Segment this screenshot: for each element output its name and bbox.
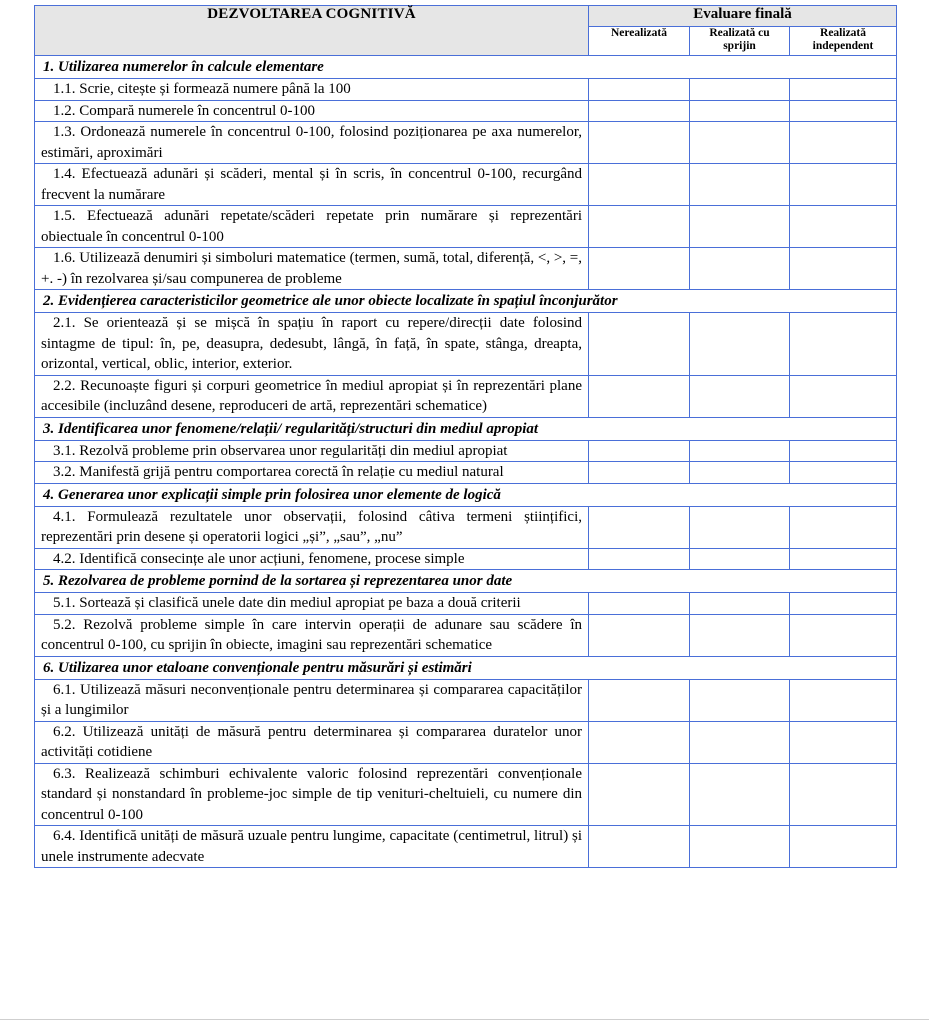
mark-cell-realizata-independent[interactable] (790, 79, 897, 101)
mark-cell-nerealizata[interactable] (589, 122, 690, 164)
mark-cell-realizata-cu-sprijin[interactable] (690, 122, 790, 164)
section-row (35, 417, 897, 440)
mark-cell-nerealizata[interactable] (589, 462, 690, 484)
mark-cell-realizata-independent[interactable] (790, 248, 897, 290)
mark-cell-nerealizata[interactable] (589, 679, 690, 721)
mark-cell-realizata-independent[interactable] (790, 548, 897, 570)
cognitive-evaluation-table (34, 5, 897, 868)
section-row (35, 656, 897, 679)
competency-text: 5.1. Sortează și clasifică unele date din mediul apropiat pe baza a două criterii (35, 593, 589, 615)
mark-cell-realizata-cu-sprijin[interactable] (690, 548, 790, 570)
mark-cell-realizata-independent[interactable] (790, 122, 897, 164)
table-body (35, 56, 897, 868)
section-row (35, 483, 897, 506)
table-title: DEZVOLTAREA COGNITIVĂ (35, 6, 589, 56)
competency-text: 1.4. Efectuează adunări și scăderi, mental și în scris, în concentrul 0-100, recurgând frecvent la numărare (35, 164, 589, 206)
table-row (35, 122, 897, 164)
mark-cell-realizata-cu-sprijin[interactable] (690, 721, 790, 763)
competency-text: 2.1. Se orientează și se mișcă în spațiu în raport cu repere/direcții date folosind sintagme de tipul: în, pe, deasupra, dedesubt, lângă, în față, în spate, stânga, dreapta, orizontal, vertical, oblic, interior, exterior. (35, 313, 589, 376)
competency-text: 6.1. Utilizează măsuri neconvenționale pentru determinarea și compararea capacităților și a lungimilor (35, 679, 589, 721)
section-row (35, 570, 897, 593)
competency-text: 4.1. Formulează rezultatele unor observații, folosind câtiva termeni științifici, reprezentări prin desene și operatorii logici „și”, „sau”, „nu” (35, 506, 589, 548)
section-title: 4. Generarea unor explicații simple prin folosirea unor elemente de logică (35, 483, 897, 506)
page-bottom-divider (0, 1019, 929, 1020)
table-row (35, 206, 897, 248)
mark-cell-nerealizata[interactable] (589, 375, 690, 417)
competency-text: 4.2. Identifică consecințe ale unor acțiuni, fenomene, procese simple (35, 548, 589, 570)
section-title: 6. Utilizarea unor etaloane convenționale pentru măsurări și estimări (35, 656, 897, 679)
table-row (35, 763, 897, 826)
mark-cell-realizata-cu-sprijin[interactable] (690, 248, 790, 290)
mark-cell-realizata-cu-sprijin[interactable] (690, 206, 790, 248)
mark-cell-realizata-cu-sprijin[interactable] (690, 593, 790, 615)
competency-text: 6.3. Realizează schimburi echivalente valoric folosind reprezentări convenționale standard și nonstandard în probleme-joc simple de tip venituri-cheltuieli, cu numere din concentrul 0-100 (35, 763, 589, 826)
table-row (35, 164, 897, 206)
mark-cell-realizata-independent[interactable] (790, 679, 897, 721)
competency-text: 1.3. Ordonează numerele în concentrul 0-100, folosind poziționarea pe axa numerelor, estimări, aproximări (35, 122, 589, 164)
mark-cell-realizata-independent[interactable] (790, 375, 897, 417)
mark-cell-realizata-independent[interactable] (790, 440, 897, 462)
table-row (35, 313, 897, 376)
section-row (35, 56, 897, 79)
competency-text: 1.5. Efectuează adunări repetate/scăderi repetate prin numărare și reprezentări obiectuale în concentrul 0-100 (35, 206, 589, 248)
mark-cell-nerealizata[interactable] (589, 506, 690, 548)
mark-cell-nerealizata[interactable] (589, 100, 690, 122)
mark-cell-realizata-cu-sprijin[interactable] (690, 440, 790, 462)
table-row (35, 679, 897, 721)
mark-cell-realizata-independent[interactable] (790, 593, 897, 615)
evaluation-title: Evaluare finală (589, 6, 897, 27)
competency-text: 1.1. Scrie, citește și formează numere până la 100 (35, 79, 589, 101)
mark-cell-realizata-independent[interactable] (790, 206, 897, 248)
mark-cell-nerealizata[interactable] (589, 721, 690, 763)
mark-cell-nerealizata[interactable] (589, 248, 690, 290)
mark-cell-nerealizata[interactable] (589, 164, 690, 206)
mark-cell-nerealizata[interactable] (589, 206, 690, 248)
section-title: 1. Utilizarea numerelor în calcule elementare (35, 56, 897, 79)
table-row (35, 100, 897, 122)
mark-cell-realizata-independent[interactable] (790, 614, 897, 656)
mark-cell-realizata-cu-sprijin[interactable] (690, 313, 790, 376)
mark-cell-realizata-independent[interactable] (790, 763, 897, 826)
table-row (35, 440, 897, 462)
table-header (35, 6, 897, 56)
mark-cell-realizata-cu-sprijin[interactable] (690, 763, 790, 826)
table-row (35, 506, 897, 548)
mark-cell-realizata-independent[interactable] (790, 506, 897, 548)
section-title: 2. Evidențierea caracteristicilor geometrice ale unor obiecte localizate în spațiul înconjurător (35, 290, 897, 313)
competency-text: 6.4. Identifică unități de măsură uzuale pentru lungime, capacitate (centimetrul, litrul) și unele instrumente adecvate (35, 826, 589, 868)
column-header-realizata-cu-sprijin: Realizată cu sprijin (690, 27, 790, 56)
mark-cell-realizata-cu-sprijin[interactable] (690, 826, 790, 868)
mark-cell-realizata-independent[interactable] (790, 164, 897, 206)
competency-text: 3.1. Rezolvă probleme prin observarea unor regularități din mediul apropiat (35, 440, 589, 462)
mark-cell-realizata-cu-sprijin[interactable] (690, 79, 790, 101)
table-row (35, 79, 897, 101)
column-header-realizata-independent: Realizată independent (790, 27, 897, 56)
mark-cell-nerealizata[interactable] (589, 79, 690, 101)
section-title: 5. Rezolvarea de probleme pornind de la sortarea și reprezentarea unor date (35, 570, 897, 593)
section-row (35, 290, 897, 313)
table-row (35, 593, 897, 615)
table-row (35, 248, 897, 290)
mark-cell-realizata-independent[interactable] (790, 100, 897, 122)
table-row (35, 548, 897, 570)
column-header-nerealizata: Nerealizată (589, 27, 690, 56)
mark-cell-realizata-cu-sprijin[interactable] (690, 164, 790, 206)
mark-cell-realizata-independent[interactable] (790, 462, 897, 484)
mark-cell-nerealizata[interactable] (589, 614, 690, 656)
competency-text: 1.2. Compară numerele în concentrul 0-100 (35, 100, 589, 122)
mark-cell-nerealizata[interactable] (589, 313, 690, 376)
mark-cell-nerealizata[interactable] (589, 440, 690, 462)
competency-text: 2.2. Recunoaște figuri și corpuri geometrice în mediul apropiat și în reprezentări plane accesibile (incluzând desene, reproduceri de artă, reprezentări schematice) (35, 375, 589, 417)
table-row (35, 462, 897, 484)
mark-cell-realizata-cu-sprijin[interactable] (690, 614, 790, 656)
mark-cell-nerealizata[interactable] (589, 548, 690, 570)
competency-text: 1.6. Utilizează denumiri și simboluri matematice (termen, sumă, total, diferență, <, >, =, +. -) în rezolvarea și/sau compunerea de probleme (35, 248, 589, 290)
mark-cell-realizata-cu-sprijin[interactable] (690, 506, 790, 548)
table-row (35, 721, 897, 763)
section-title: 3. Identificarea unor fenomene/relații/ regularități/structuri din mediul apropiat (35, 417, 897, 440)
mark-cell-nerealizata[interactable] (589, 763, 690, 826)
mark-cell-realizata-cu-sprijin[interactable] (690, 375, 790, 417)
mark-cell-realizata-independent[interactable] (790, 721, 897, 763)
competency-text: 5.2. Rezolvă probleme simple în care intervin operații de adunare sau scădere în concentrul 0-100, cu sprijin în obiecte, imagini sau reprezentări schematice (35, 614, 589, 656)
mark-cell-realizata-independent[interactable] (790, 826, 897, 868)
competency-text: 6.2. Utilizează unități de măsură pentru determinarea și compararea duratelor unor activități cotidiene (35, 721, 589, 763)
mark-cell-realizata-cu-sprijin[interactable] (690, 462, 790, 484)
mark-cell-realizata-independent[interactable] (790, 313, 897, 376)
mark-cell-realizata-cu-sprijin[interactable] (690, 100, 790, 122)
mark-cell-realizata-cu-sprijin[interactable] (690, 679, 790, 721)
table-row (35, 614, 897, 656)
mark-cell-nerealizata[interactable] (589, 593, 690, 615)
mark-cell-nerealizata[interactable] (589, 826, 690, 868)
table-row (35, 375, 897, 417)
table-row (35, 826, 897, 868)
competency-text: 3.2. Manifestă grijă pentru comportarea corectă în relație cu mediul natural (35, 462, 589, 484)
